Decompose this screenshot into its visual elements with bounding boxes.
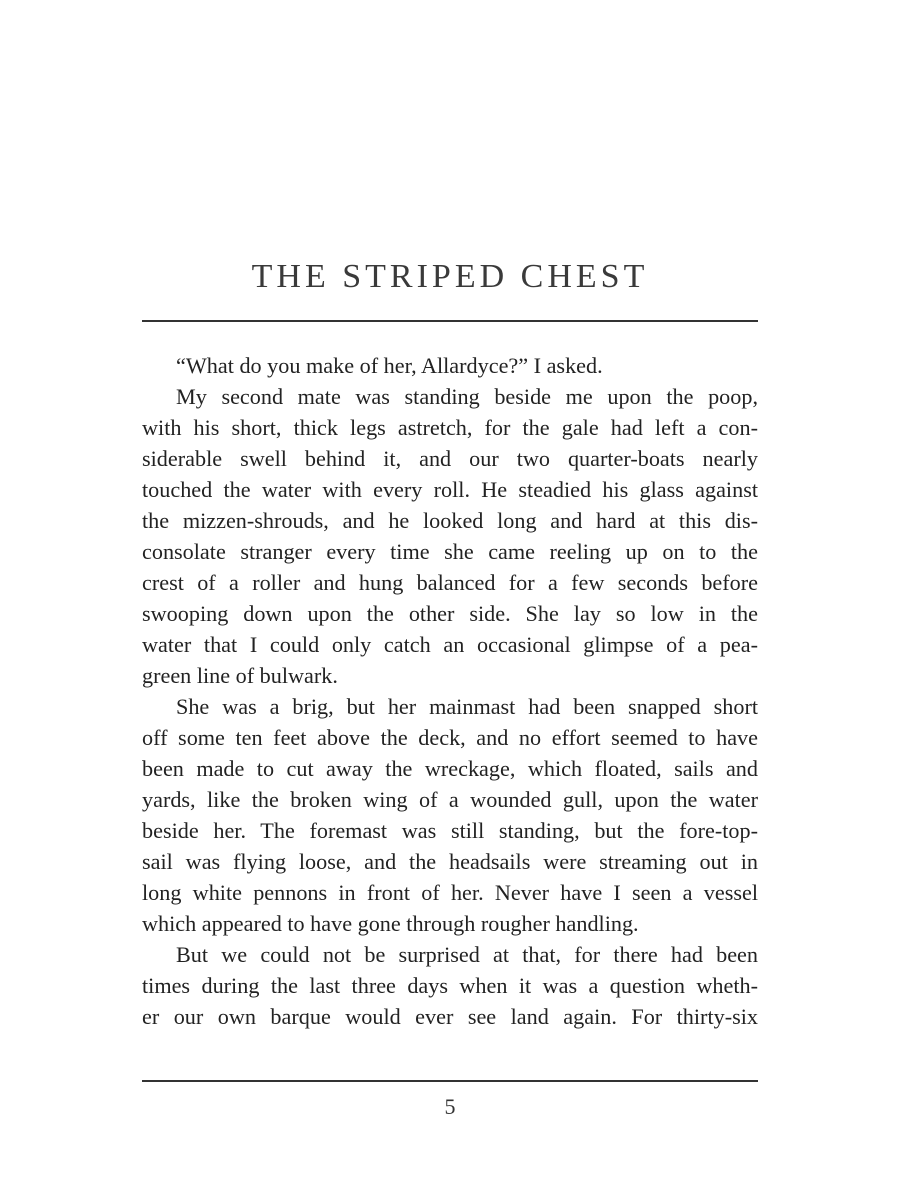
text-line: swooping down upon the other side. She lay so low in the <box>142 601 758 626</box>
text-line: which appeared to have gone through rougher handling. <box>142 911 639 936</box>
text-line: She was a brig, but her mainmast had been snapped short <box>176 694 758 719</box>
text-line: siderable swell behind it, and our two quarter-boats nearly <box>142 446 758 471</box>
text-line: long white pennons in front of her. Never have I seen a vessel <box>142 880 758 905</box>
text-line: the mizzen-shrouds, and he looked long and hard at this dis- <box>142 508 758 533</box>
text-line: touched the water with every roll. He steadied his glass against <box>142 477 758 502</box>
text-line: yards, like the broken wing of a wounded gull, upon the water <box>142 787 758 812</box>
text-line: “What do you make of her, Allardyce?” I asked. <box>176 353 603 378</box>
text-line: beside her. The foremast was still standing, but the fore-top- <box>142 818 758 843</box>
text-line: been made to cut away the wreckage, which floated, sails and <box>142 756 758 781</box>
text-line: with his short, thick legs astretch, for the gale had left a con- <box>142 415 758 440</box>
title-rule <box>142 320 758 322</box>
text-line: consolate stranger every time she came reeling up on to the <box>142 539 758 564</box>
chapter-title: THE STRIPED CHEST <box>251 258 649 295</box>
text-line: er our own barque would ever see land again. For thirty-six <box>142 1004 758 1029</box>
body-text <box>142 350 758 1032</box>
text-line: My second mate was standing beside me upon the poop, <box>176 384 758 409</box>
page-number: 5 <box>444 1094 456 1119</box>
footer-rule <box>142 1080 758 1082</box>
text-line: But we could not be surprised at that, for there had been <box>176 942 758 967</box>
text-line: sail was flying loose, and the headsails were streaming out in <box>142 849 758 874</box>
text-line: crest of a roller and hung balanced for a few seconds before <box>142 570 758 595</box>
text-line: green line of bulwark. <box>142 663 338 688</box>
text-line: times during the last three days when it was a question wheth- <box>142 973 758 998</box>
text-line: water that I could only catch an occasional glimpse of a pea- <box>142 632 758 657</box>
text-line: off some ten feet above the deck, and no effort seemed to have <box>142 725 758 750</box>
